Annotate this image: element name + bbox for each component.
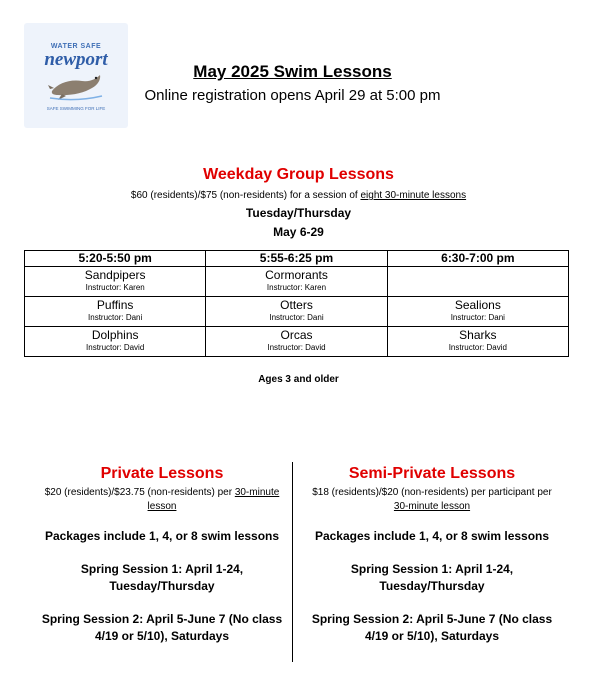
class-name: Dolphins bbox=[91, 328, 139, 342]
instructor-name: Instructor: Karen bbox=[85, 283, 145, 292]
class-name: Puffins bbox=[96, 298, 134, 312]
private-packages: Packages include 1, 4, or 8 swim lessons bbox=[44, 529, 280, 543]
semi-private-session-1: Spring Session 1: April 1-24, Tuesday/Thursday bbox=[350, 562, 514, 593]
instructor-name: Instructor: Karen bbox=[266, 283, 327, 292]
water-safe-newport-logo bbox=[24, 23, 128, 128]
semi-private-session-2: Spring Session 2: April 5-June 7 (No class 4/19 or 5/10), Saturdays bbox=[311, 612, 553, 643]
time-slot-header: 6:30-7:00 pm bbox=[387, 251, 568, 267]
weekday-dates: May 6-29 bbox=[273, 225, 324, 239]
instructor-name: Instructor: David bbox=[267, 343, 326, 352]
weekday-price-text: $60 (residents)/$75 (non-residents) for a session of bbox=[130, 190, 361, 201]
class-cell bbox=[206, 327, 387, 357]
semi-private-packages: Packages include 1, 4, or 8 swim lessons bbox=[314, 529, 550, 543]
ages-note: Ages 3 and older bbox=[258, 374, 339, 385]
table-header-row bbox=[25, 251, 569, 267]
weekday-days: Tuesday/Thursday bbox=[245, 206, 352, 220]
class-name: Sandpipers bbox=[84, 268, 146, 282]
class-name: Cormorants bbox=[265, 268, 328, 282]
semi-private-heading: Semi-Private Lessons bbox=[348, 465, 516, 482]
semi-private-price bbox=[304, 486, 560, 514]
class-cell bbox=[25, 297, 206, 327]
class-cell bbox=[206, 267, 387, 297]
private-session-1: Spring Session 1: April 1-24, Tuesday/Thursday bbox=[80, 562, 244, 593]
time-slot-header: 5:55-6:25 pm bbox=[206, 251, 387, 267]
private-price bbox=[34, 486, 290, 514]
class-name: Otters bbox=[280, 298, 313, 312]
table-row bbox=[25, 267, 569, 297]
page-title: May 2025 Swim Lessons bbox=[193, 62, 392, 81]
logo-tagline-top: WATER SAFE bbox=[50, 43, 102, 50]
semi-private-lessons-column bbox=[304, 464, 560, 645]
private-price-text: $20 (residents)/$23.75 (non-residents) per bbox=[44, 487, 235, 498]
instructor-name: Instructor: David bbox=[448, 343, 507, 352]
class-name: Orcas bbox=[280, 328, 313, 342]
table-row bbox=[25, 297, 569, 327]
semi-private-price-text: $18 (residents)/$20 (non-residents) per participant per bbox=[312, 487, 552, 498]
class-name: Sealions bbox=[454, 298, 501, 312]
class-cell bbox=[25, 327, 206, 357]
class-cell bbox=[387, 327, 568, 357]
semi-private-lesson-link[interactable]: 30-minute lesson bbox=[393, 501, 471, 512]
private-lessons-column bbox=[34, 464, 290, 645]
class-name: Sharks bbox=[459, 328, 497, 342]
instructor-name: Instructor: Dani bbox=[88, 313, 143, 322]
weekday-schedule-table bbox=[24, 250, 569, 357]
instructor-name: Instructor: David bbox=[86, 343, 145, 352]
seal-icon bbox=[48, 69, 104, 103]
class-cell bbox=[25, 267, 206, 297]
instructor-name: Instructor: Dani bbox=[450, 313, 505, 322]
column-divider bbox=[292, 462, 293, 662]
registration-note: Online registration opens April 29 at 5:00 pm bbox=[144, 87, 441, 104]
logo-tagline-bottom: SAFE SWIMMING FOR LIFE bbox=[46, 106, 106, 111]
private-lesson-link[interactable]: 30-minute lesson bbox=[147, 487, 280, 512]
class-cell bbox=[387, 297, 568, 327]
weekday-lesson-link[interactable]: eight 30-minute lessons bbox=[360, 190, 467, 201]
logo-wordmark: newport bbox=[44, 49, 108, 70]
private-heading: Private Lessons bbox=[100, 465, 224, 482]
weekday-price bbox=[0, 190, 597, 201]
class-name bbox=[388, 267, 568, 268]
table-row bbox=[25, 327, 569, 357]
class-cell bbox=[206, 297, 387, 327]
weekday-heading: Weekday Group Lessons bbox=[203, 166, 394, 183]
class-cell bbox=[387, 267, 568, 297]
instructor-name: Instructor: Dani bbox=[269, 313, 324, 322]
private-session-2: Spring Session 2: April 5-June 7 (No class 4/19 or 5/10), Saturdays bbox=[41, 612, 283, 643]
time-slot-header: 5:20-5:50 pm bbox=[25, 251, 206, 267]
